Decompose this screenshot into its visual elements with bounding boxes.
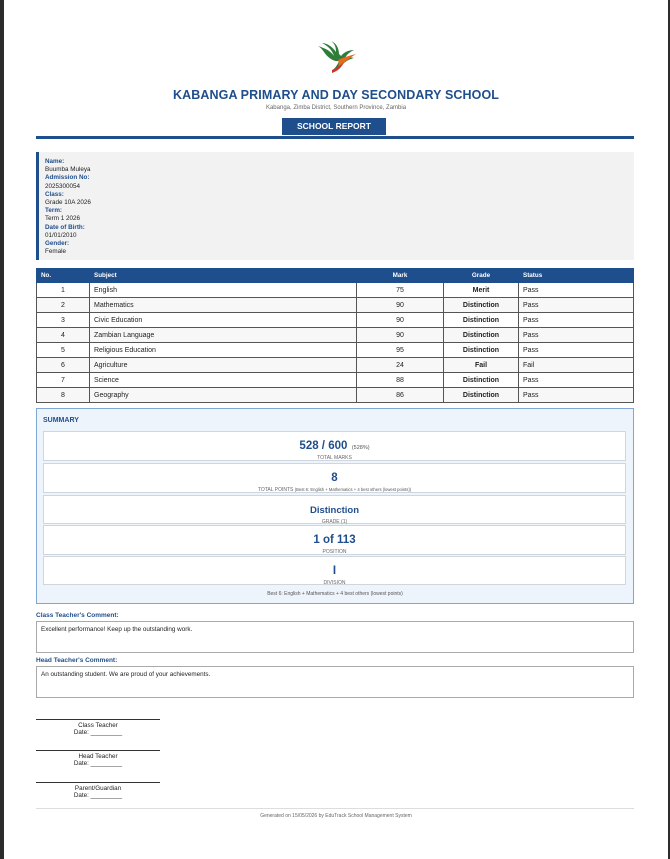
cell-no: 5 (37, 343, 90, 358)
col-header-subject: Subject (90, 269, 357, 283)
division-label: DIVISION (323, 580, 346, 586)
signature-line (36, 782, 160, 783)
summary-title: SUMMARY (43, 417, 79, 424)
class-teacher-comment: Excellent performance! Keep up the outstanding work. (36, 621, 634, 653)
col-header-grade: Grade (444, 269, 519, 283)
cell-mark: 86 (357, 388, 444, 403)
total-points-box (43, 463, 626, 493)
table-row (37, 283, 634, 298)
head-teacher-comment: An outstanding student. We are proud of your achievements. (36, 666, 634, 698)
cell-mark: 88 (357, 373, 444, 388)
total-marks-label: TOTAL MARKS (317, 455, 352, 461)
header-divider (36, 136, 634, 139)
dob-label: Date of Birth: (45, 223, 85, 231)
division-box (43, 556, 626, 585)
cell-no: 1 (37, 283, 90, 298)
signature-line (36, 719, 160, 720)
position-box (43, 525, 626, 555)
signature-role: Class Teacher (78, 722, 118, 729)
cell-grade: Fail (444, 358, 519, 373)
cell-no: 7 (37, 373, 90, 388)
total-marks-box (43, 431, 626, 461)
division-value: I (332, 565, 337, 577)
col-header-no: No. (37, 269, 90, 283)
signature-role: Parent/Guardian (74, 785, 122, 792)
student-name: Buumba Muleya (45, 166, 91, 174)
table-row (37, 328, 634, 343)
cell-status: Pass (519, 298, 634, 313)
cell-subject: Civic Education (90, 313, 357, 328)
position-value: 1 of 113 (313, 534, 356, 546)
summary-panel (36, 408, 634, 604)
student-gender: Female (45, 248, 66, 256)
cell-no: 8 (37, 388, 90, 403)
cell-mark: 95 (357, 343, 444, 358)
signature-date: Date: _________ (73, 792, 123, 799)
head-teacher-comment-label: Head Teacher's Comment: (36, 657, 118, 664)
col-header-mark: Mark (357, 269, 444, 283)
cell-grade: Distinction (444, 313, 519, 328)
report-title-badge: SCHOOL REPORT (282, 118, 386, 135)
total-points-label: TOTAL POINTS (257, 487, 294, 493)
cell-mark: 90 (357, 328, 444, 343)
table-row (37, 313, 634, 328)
table-row (37, 298, 634, 313)
student-dob: 01/01/2010 (45, 231, 77, 239)
term-label: Term: (45, 207, 63, 215)
gender-label: Gender: (45, 240, 70, 248)
footer-divider (36, 808, 634, 809)
cell-status: Pass (519, 343, 634, 358)
student-term: Term 1 2026 (45, 215, 81, 223)
table-row (37, 358, 634, 373)
cell-subject: Mathematics (90, 298, 357, 313)
student-info-panel (36, 152, 634, 260)
overall-grade-label: GRADE (1) (321, 519, 348, 525)
cell-no: 4 (37, 328, 90, 343)
cell-grade: Distinction (444, 343, 519, 358)
cell-no: 3 (37, 313, 90, 328)
student-class: Grade 10A 2026 (45, 199, 91, 207)
report-page (4, 0, 668, 859)
signature-parent (36, 782, 160, 799)
cell-mark: 90 (357, 313, 444, 328)
footer-text: Generated on 15/05/2026 by EduTrack School Management System (260, 813, 412, 819)
cell-grade: Merit (444, 283, 519, 298)
cell-subject: Religious Education (90, 343, 357, 358)
cell-no: 2 (37, 298, 90, 313)
marks-table (36, 268, 634, 403)
cell-status: Pass (519, 313, 634, 328)
cell-subject: English (90, 283, 357, 298)
cell-grade: Distinction (444, 373, 519, 388)
class-label: Class: (45, 190, 64, 198)
signature-date: Date: _________ (73, 760, 123, 767)
table-row (37, 373, 634, 388)
signature-head-teacher (36, 750, 160, 767)
total-points-note: (Best 6: English + Mathematics + 4 best others (lowest points)) (294, 487, 412, 492)
cell-no: 6 (37, 358, 90, 373)
cell-grade: Distinction (444, 388, 519, 403)
admission-label: Admission No: (45, 174, 90, 182)
total-points-value: 8 (331, 472, 338, 484)
cell-status: Fail (519, 358, 634, 373)
cell-subject: Agriculture (90, 358, 357, 373)
signature-role: Head Teacher (78, 753, 118, 760)
table-header-row (37, 269, 634, 283)
position-label: POSITION (322, 549, 347, 555)
summary-footnote: Best 6: English + Mathematics + 4 best others (lowest points) (267, 591, 403, 597)
school-address: Kabanga, Zimba District, Southern Province, Zambia (265, 105, 407, 111)
cell-status: Pass (519, 373, 634, 388)
signature-class-teacher (36, 719, 160, 736)
cell-mark: 24 (357, 358, 444, 373)
total-marks-value: 528 / 600 (299, 440, 348, 452)
admission-number: 2025300054 (45, 182, 81, 190)
table-row (37, 388, 634, 403)
cell-grade: Distinction (444, 328, 519, 343)
overall-grade-value: Distinction (309, 505, 360, 516)
cell-mark: 90 (357, 298, 444, 313)
marks-table-body (37, 283, 634, 403)
cell-grade: Distinction (444, 298, 519, 313)
school-name: KABANGA PRIMARY AND DAY SECONDARY SCHOOL (172, 88, 500, 102)
eagle-logo-icon (314, 40, 360, 76)
total-marks-percent: (528%) (351, 445, 370, 451)
cell-status: Pass (519, 328, 634, 343)
cell-subject: Zambian Language (90, 328, 357, 343)
signature-line (36, 750, 160, 751)
col-header-status: Status (519, 269, 634, 283)
table-row (37, 343, 634, 358)
cell-status: Pass (519, 388, 634, 403)
grade-box (43, 495, 626, 524)
cell-subject: Geography (90, 388, 357, 403)
class-teacher-comment-label: Class Teacher's Comment: (36, 612, 119, 619)
signature-date: Date: _________ (73, 729, 123, 736)
name-label: Name: (45, 158, 65, 165)
cell-mark: 75 (357, 283, 444, 298)
cell-status: Pass (519, 283, 634, 298)
cell-subject: Science (90, 373, 357, 388)
